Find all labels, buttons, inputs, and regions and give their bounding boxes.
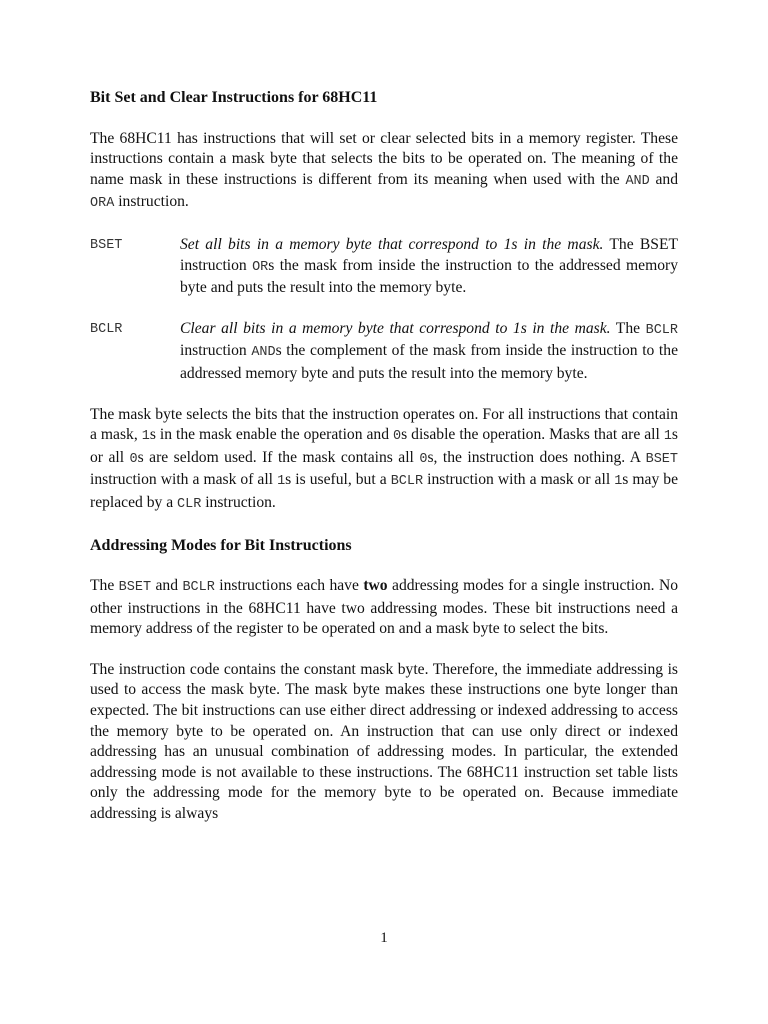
bset-definition xyxy=(90,235,678,299)
text-run: s the complement of the mask from inside the instruction to the addressed memory byte and puts the result into the memory byte. xyxy=(180,342,678,382)
section-heading-addressing-modes: Addressing Modes for Bit Instructions xyxy=(90,536,352,554)
code-and: AND xyxy=(251,345,276,361)
text-run: s may be replaced by a xyxy=(90,471,679,511)
bset-italic-summary: Set all bits in a memory byte that correspond to 1s in the mask. xyxy=(180,235,604,253)
text-run: The xyxy=(90,577,119,595)
bset-description xyxy=(180,235,678,299)
text-run: and xyxy=(649,170,678,188)
code-run: 0 xyxy=(129,451,138,467)
text-run: instruction with a mask or all xyxy=(423,471,615,489)
text-run: The xyxy=(610,319,646,337)
document-page xyxy=(90,88,678,825)
code-and: AND xyxy=(625,173,650,189)
text-run: s in the mask enable the operation and xyxy=(149,426,394,444)
text-run: s or all xyxy=(90,426,678,466)
section-heading-bit-set-clear: Bit Set and Clear Instructions for 68HC11 xyxy=(90,89,378,106)
text-run: s are seldom used. If the mask contains all xyxy=(137,448,420,466)
addressing-paragraph-1 xyxy=(90,576,678,640)
code-run: BSET xyxy=(118,580,152,596)
text-run: instruction with a mask of all xyxy=(90,471,278,489)
code-bclr: BCLR xyxy=(645,322,679,338)
text-run: s disable the operation. Masks that are all xyxy=(401,426,664,444)
mask-paragraph xyxy=(90,405,678,516)
code-run: 1 xyxy=(141,429,150,445)
code-run: 0 xyxy=(393,429,402,445)
text-run: s is useful, but a xyxy=(285,471,391,489)
text-run: s the mask from inside the instruction to the addressed memory byte and puts the result into the memory byte. xyxy=(180,256,678,297)
code-run: BSET xyxy=(645,451,679,467)
bold-emphasis: two xyxy=(363,577,388,595)
code-run: BCLR xyxy=(390,474,424,490)
code-or: OR xyxy=(252,259,269,275)
intro-paragraph xyxy=(90,129,678,215)
addressing-paragraph-2: The instruction code contains the constant mask byte. Therefore, the immediate addressing is used to access the mask byte. The mask byte makes these instructions one byte longer than expected. The bit instructions can use either direct addressing or indexed addressing to access the memory byte to be operated on. An instruction that can use only direct or indexed addressing has an unusual combination of addressing modes. In particular, the extended addressing mode is not available to these instructions. The 68HC11 instruction set table lists only the addressing mode for the memory byte to be operated on. Because immediate addressing is always xyxy=(90,660,678,823)
text-run: The BSET instruction xyxy=(180,235,678,274)
code-run: 1 xyxy=(663,429,672,445)
text-run: The 68HC11 has instructions that will set or clear selected bits in a memory register. These instructions contain a mask byte that selects the bits to be operated on. The meaning of the name mask in these instructions is different from its meaning when used with the xyxy=(90,129,678,188)
bset-term: BSET xyxy=(90,237,123,253)
text-run: The mask byte selects the bits that the instruction operates on. For all instructions that contain a mask, xyxy=(90,405,678,444)
code-run: 1 xyxy=(277,474,286,490)
text-run: instruction. xyxy=(114,193,189,211)
text-run: instruction xyxy=(180,342,252,360)
code-run: 0 xyxy=(419,451,428,467)
text-run: addressing modes for a single instruction. No other instructions in the 68HC11 have two addressing modes. These bit instructions need a memory address of the register to be operated on and a mask byte to select the bits. xyxy=(90,577,679,638)
text-run: instructions each have xyxy=(214,577,364,595)
code-run: BCLR xyxy=(182,580,215,596)
text-run: and xyxy=(151,577,183,595)
code-run: 1 xyxy=(614,474,623,490)
bclr-definition xyxy=(90,319,678,385)
bclr-description xyxy=(180,319,678,385)
page-number: 1 xyxy=(380,930,388,946)
text-run: instruction. xyxy=(201,493,276,511)
code-ora: ORA xyxy=(90,196,115,212)
text-run: s, the instruction does nothing. A xyxy=(427,448,646,466)
bclr-italic-summary: Clear all bits in a memory byte that correspond to 1s in the mask. xyxy=(180,319,611,337)
bclr-term: BCLR xyxy=(90,321,123,337)
code-run: CLR xyxy=(177,496,202,512)
